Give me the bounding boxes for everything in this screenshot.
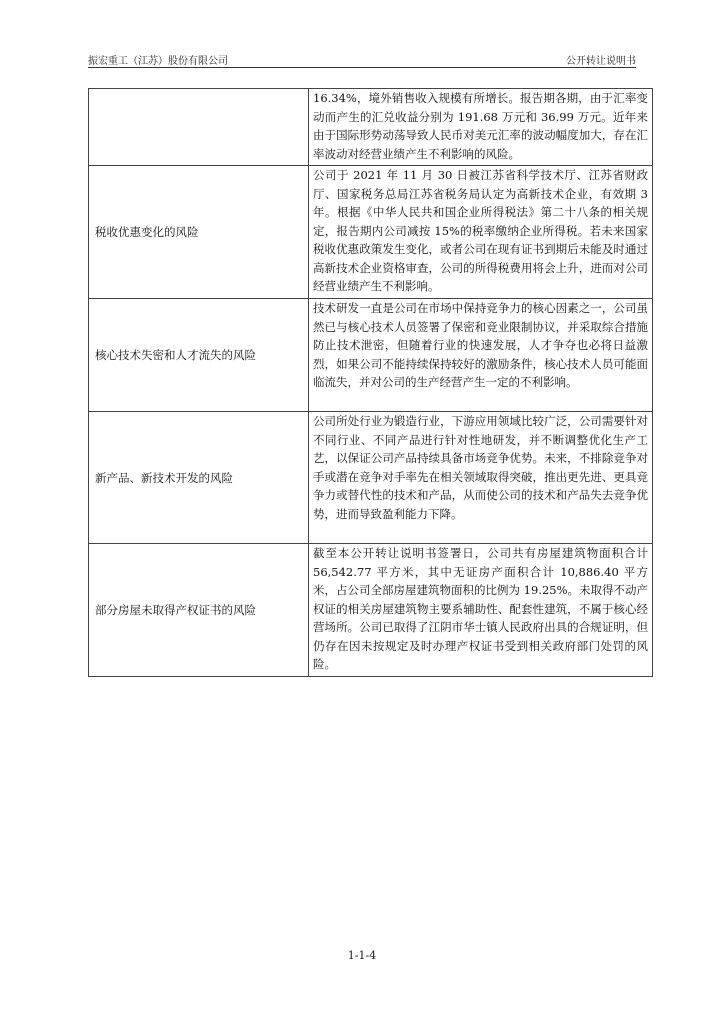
table-row <box>89 412 653 544</box>
risk-name-cell: 部分房屋未取得产权证书的风险 <box>89 544 309 677</box>
risk-description-cell: 公司所处行业为锻造行业，下游应用领域比较广泛，公司需要针对不同行业、不同产品进行针对性地研发，并不断调整优化生产工艺，以保证公司产品持续具备市场竞争优势。未来，不排除竞争对手或潜在竞争对手率先在相关领域取得突破，推出更先进、更具竞争力或替代性的技术和产品，从而使公司的技术和产品失去竞争优势，进而导致盈利能力下降。 <box>309 412 653 544</box>
risk-description-cell: 截至本公开转让说明书签署日，公司共有房屋建筑物面积合计 56,542.77 平方米，其中无证房产面积合计 10,886.40 平方米，占公司全部房屋建筑物面积的比例为 19.25%。未取得不动产权证的相关房屋建筑物主要系辅助性、配套性建筑，不属于核心经营场所。公司已取得了江阴市华士镇人民政府出具的合规证明，但仍存在因未按规定及时办理产权证书受到相关政府部门处罚的风险。 <box>309 544 653 677</box>
risk-name-cell <box>89 89 309 166</box>
risk-name-cell: 核心技术失密和人才流失的风险 <box>89 299 309 412</box>
risk-name-cell: 税收优惠变化的风险 <box>89 166 309 299</box>
risk-description-cell: 16.34%，境外销售收入规模有所增长。报告期各期，由于汇率变动而产生的汇兑收益分别为 191.68 万元和 36.99 万元。近年来由于国际形势动荡导致人民币对美元汇率的波动幅度加大，存在汇率波动对经营业绩产生不利影响的风险。 <box>309 89 653 166</box>
header-document-type: 公开转让说明书 <box>566 56 636 67</box>
table-row <box>89 166 653 299</box>
risk-description-cell: 技术研发一直是公司在市场中保持竞争力的核心因素之一，公司虽然已与核心技术人员签署了保密和竞业限制协议，并采取综合措施防止技术泄密，但随着行业的快速发展，人才争夺也必将日益激烈，如果公司不能持续保持较好的激励条件，核心技术人员可能面临流失，并对公司的生产经营产生一定的不利影响。 <box>309 299 653 412</box>
header-divider <box>88 67 636 68</box>
table-row <box>89 299 653 412</box>
risk-table <box>88 88 653 677</box>
table-row <box>89 544 653 677</box>
risk-description-cell: 公司于 2021 年 11 月 30 日被江苏省科学技术厅、江苏省财政厅、国家税务总局江苏省税务局认定为高新技术企业，有效期 3 年。根据《中华人民共和国企业所得税法》第二十八条的相关规定，报告期内公司减按 15%的税率缴纳企业所得税。若未来国家税收优惠政策发生变化，或者公司在现有证书到期后未能及时通过高新技术企业资格审查，公司的所得税费用将会上升，进而对公司经营业绩产生不利影响。 <box>309 166 653 299</box>
page-number: 1-1-4 <box>347 949 377 962</box>
risk-name-cell: 新产品、新技术开发的风险 <box>89 412 309 544</box>
header-company-name: 振宏重工（江苏）股份有限公司 <box>88 56 228 67</box>
table-row <box>89 89 653 166</box>
